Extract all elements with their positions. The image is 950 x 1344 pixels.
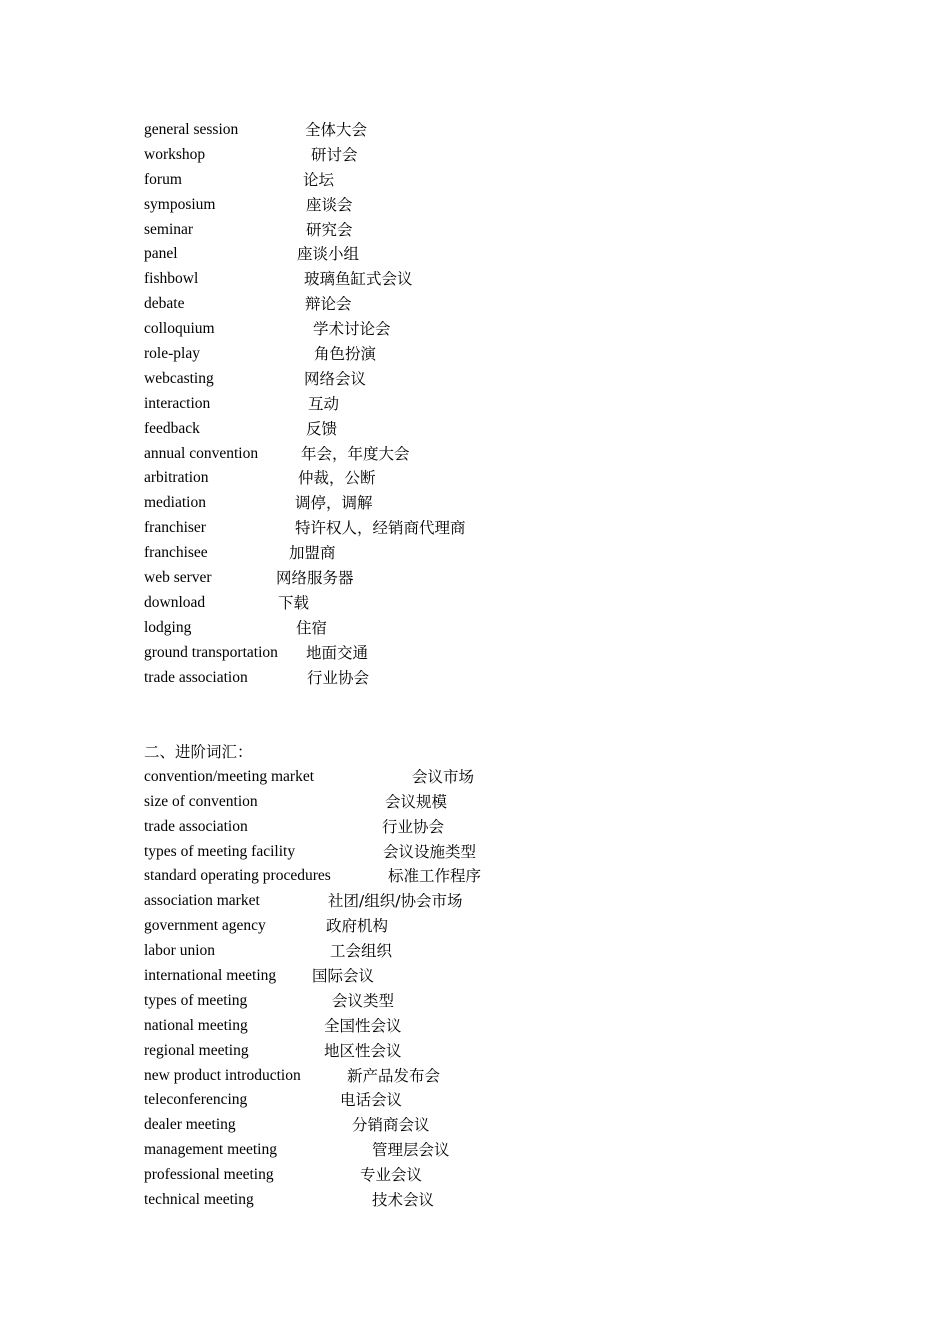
term-english: franchiser [144, 519, 206, 537]
term-english: interaction [144, 394, 211, 412]
term-english: franchisee [144, 544, 208, 562]
term-english: seminar [144, 220, 194, 238]
term-chinese: 学术讨论会 [313, 320, 391, 339]
term-row [144, 1039, 402, 1064]
term-row [144, 1064, 441, 1089]
term-chinese: 特许权人，经销商代理商 [295, 519, 466, 538]
term-chinese: 全国性会议 [324, 1016, 402, 1035]
term-chinese: 反馈 [306, 419, 338, 438]
term-chinese: 地面交通 [306, 643, 369, 662]
term-english: mediation [144, 494, 206, 512]
term-chinese: 国际会议 [312, 967, 375, 986]
term-english: standard operating procedures [144, 867, 331, 885]
term-row [144, 790, 448, 815]
term-english: international meeting [144, 967, 277, 985]
term-english: trade association [144, 817, 248, 835]
term-english: ground transportation [144, 643, 278, 661]
term-chinese: 分销商会议 [352, 1116, 430, 1135]
term-chinese: 角色扮演 [314, 345, 377, 364]
term-chinese: 年会，年度大会 [301, 444, 410, 463]
term-chinese: 地区性会议 [324, 1041, 402, 1060]
term-english: panel [144, 245, 178, 263]
term-chinese: 网络服务器 [276, 569, 354, 588]
term-row [144, 964, 375, 989]
term-english: role-play [144, 345, 200, 363]
term-chinese: 调停，调解 [295, 494, 373, 513]
term-chinese: 辩论会 [305, 295, 352, 314]
term-row [144, 1163, 423, 1188]
term-chinese: 仲裁，公断 [298, 469, 376, 488]
term-chinese: 座谈小组 [297, 245, 360, 264]
term-row [144, 914, 389, 939]
term-english: teleconferencing [144, 1091, 248, 1109]
term-chinese: 全体大会 [305, 121, 368, 139]
term-english: convention/meeting market [144, 767, 315, 785]
term-english: debate [144, 295, 185, 313]
term-chinese: 论坛 [303, 170, 335, 189]
term-row [144, 989, 395, 1014]
term-english: fishbowl [144, 270, 199, 288]
term-english: feedback [144, 419, 200, 437]
term-chinese: 管理层会议 [372, 1141, 450, 1160]
term-english: technical meeting [144, 1191, 254, 1209]
term-chinese: 会议设施类型 [383, 842, 477, 861]
advanced-vocabulary-section [144, 740, 482, 1213]
term-chinese: 标准工作程序 [388, 867, 482, 886]
term-row [144, 840, 477, 865]
term-english: forum [144, 170, 182, 188]
term-row [144, 765, 475, 790]
term-chinese: 行业协会 [307, 668, 370, 687]
term-english: association market [144, 892, 260, 910]
term-chinese: 工会组织 [330, 942, 393, 961]
term-row [144, 1113, 430, 1138]
term-chinese: 电话会议 [340, 1091, 403, 1110]
term-english: download [144, 593, 206, 611]
term-chinese: 技术会议 [372, 1191, 435, 1210]
term-chinese: 会议市场 [412, 767, 475, 786]
section-heading: 二、进阶词汇： [144, 743, 253, 761]
term-row [144, 864, 482, 889]
term-english: national meeting [144, 1016, 248, 1034]
term-english: dealer meeting [144, 1116, 236, 1134]
term-english: management meeting [144, 1141, 277, 1159]
term-chinese: 互动 [308, 394, 340, 413]
term-row [144, 1188, 435, 1213]
term-english: government agency [144, 917, 266, 935]
term-chinese: 下载 [278, 593, 310, 612]
term-chinese: 会议规模 [385, 792, 448, 811]
term-english: workshop [144, 145, 206, 163]
term-row [144, 939, 393, 964]
term-english: labor union [144, 942, 216, 960]
term-chinese: 新产品发布会 [347, 1066, 441, 1085]
term-english: trade association [144, 668, 248, 686]
term-chinese: 社团/组织/协会市场 [328, 892, 463, 911]
term-english: arbitration [144, 469, 209, 487]
term-row [144, 889, 463, 914]
term-chinese: 网络会议 [304, 369, 367, 388]
term-row [144, 1088, 403, 1113]
term-english: new product introduction [144, 1066, 301, 1084]
term-chinese: 加盟商 [289, 544, 336, 563]
term-english: professional meeting [144, 1166, 274, 1184]
term-chinese: 座谈会 [306, 195, 353, 214]
term-english: web server [144, 569, 212, 587]
term-english: regional meeting [144, 1041, 249, 1059]
term-english: colloquium [144, 320, 215, 338]
term-chinese: 政府机构 [326, 917, 389, 936]
term-english: size of convention [144, 792, 258, 810]
term-chinese: 行业协会 [382, 817, 445, 836]
term-english: webcasting [144, 369, 214, 387]
term-english: types of meeting facility [144, 842, 296, 860]
term-row [144, 1138, 450, 1163]
term-chinese: 研讨会 [311, 145, 358, 164]
term-english: general session [144, 121, 239, 138]
term-english: types of meeting [144, 991, 248, 1009]
term-row [144, 1014, 402, 1039]
term-chinese: 玻璃鱼缸式会议 [304, 270, 413, 289]
term-english: symposium [144, 195, 216, 213]
term-row [144, 815, 445, 840]
term-chinese: 专业会议 [360, 1166, 423, 1185]
term-english: lodging [144, 618, 192, 636]
term-chinese: 研究会 [306, 220, 353, 239]
term-chinese: 住宿 [296, 618, 328, 637]
term-chinese: 会议类型 [332, 991, 395, 1010]
term-english: annual convention [144, 444, 259, 462]
